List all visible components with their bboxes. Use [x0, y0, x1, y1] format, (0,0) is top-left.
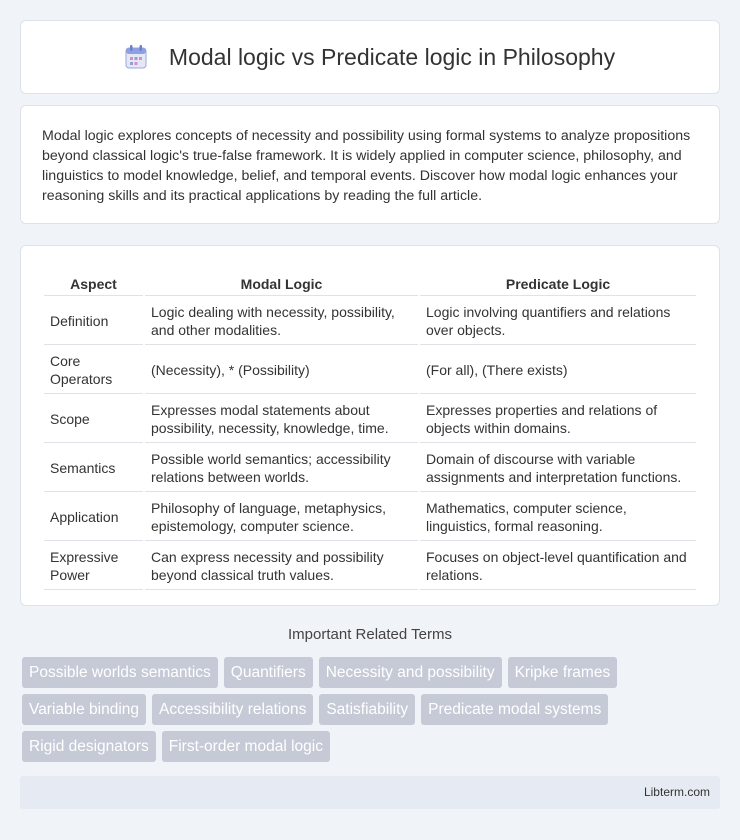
header-modal-logic: Modal Logic [145, 268, 418, 296]
modal-cell: Philosophy of language, metaphysics, epistemology, computer science. [145, 494, 418, 541]
table-row [44, 445, 696, 492]
aspect-cell: Expressive Power [44, 543, 143, 590]
intro-card [20, 105, 720, 224]
predicate-cell: Logic involving quantifiers and relations over objects. [420, 298, 696, 345]
term-tag[interactable]: First-order modal logic [162, 731, 330, 762]
comparison-table [42, 266, 698, 592]
aspect-cell: Core Operators [44, 347, 143, 394]
term-tag[interactable]: Predicate modal systems [421, 694, 608, 725]
term-tag[interactable]: Quantifiers [224, 657, 313, 688]
term-tag[interactable]: Accessibility relations [152, 694, 313, 725]
header-predicate-logic: Predicate Logic [420, 268, 696, 296]
table-row [44, 494, 696, 541]
related-terms-list [22, 657, 722, 768]
calendar-icon [125, 45, 147, 69]
aspect-cell: Scope [44, 396, 143, 443]
comparison-table-card [20, 245, 720, 606]
term-tag[interactable]: Kripke frames [508, 657, 618, 688]
footer-site-link[interactable]: Libterm.com [643, 785, 710, 799]
term-tag[interactable]: Rigid designators [22, 731, 156, 762]
intro-text: Modal logic explores concepts of necessity and possibility using formal systems to analyze propositions beyond classical logic's true-false framework. It is widely applied in computer science, philosophy, and linguistics to model knowledge, belief, and temporal events. Discover how modal logic enhances your reasoning skills and its practical applications by reading the full article. [42, 128, 691, 204]
aspect-cell: Definition [44, 298, 143, 345]
term-tag[interactable]: Variable binding [22, 694, 146, 725]
modal-cell: Logic dealing with necessity, possibility, and other modalities. [145, 298, 418, 345]
table-row [44, 298, 696, 345]
predicate-cell: Focuses on object-level quantification and relations. [420, 543, 696, 590]
predicate-cell: (For all), (There exists) [420, 347, 696, 394]
header-aspect: Aspect [44, 268, 143, 296]
modal-cell: Possible world semantics; accessibility relations between worlds. [145, 445, 418, 492]
table-row [44, 347, 696, 394]
predicate-cell: Expresses properties and relations of objects within domains. [420, 396, 696, 443]
table-row [44, 396, 696, 443]
aspect-cell: Application [44, 494, 143, 541]
term-tag[interactable]: Satisfiability [319, 694, 415, 725]
page-title: Modal logic vs Predicate logic in Philosophy [168, 43, 616, 70]
table-row [44, 543, 696, 590]
footer [20, 776, 720, 809]
aspect-cell: Semantics [44, 445, 143, 492]
header-card [20, 20, 720, 94]
term-tag[interactable]: Necessity and possibility [319, 657, 502, 688]
modal-cell: Expresses modal statements about possibility, necessity, knowledge, time. [145, 396, 418, 443]
term-tag[interactable]: Possible worlds semantics [22, 657, 218, 688]
related-terms-title: Important Related Terms [288, 626, 452, 643]
modal-cell: (Necessity), * (Possibility) [145, 347, 418, 394]
predicate-cell: Mathematics, computer science, linguistics, formal reasoning. [420, 494, 696, 541]
modal-cell: Can express necessity and possibility beyond classical truth values. [145, 543, 418, 590]
predicate-cell: Domain of discourse with variable assignments and interpretation functions. [420, 445, 696, 492]
